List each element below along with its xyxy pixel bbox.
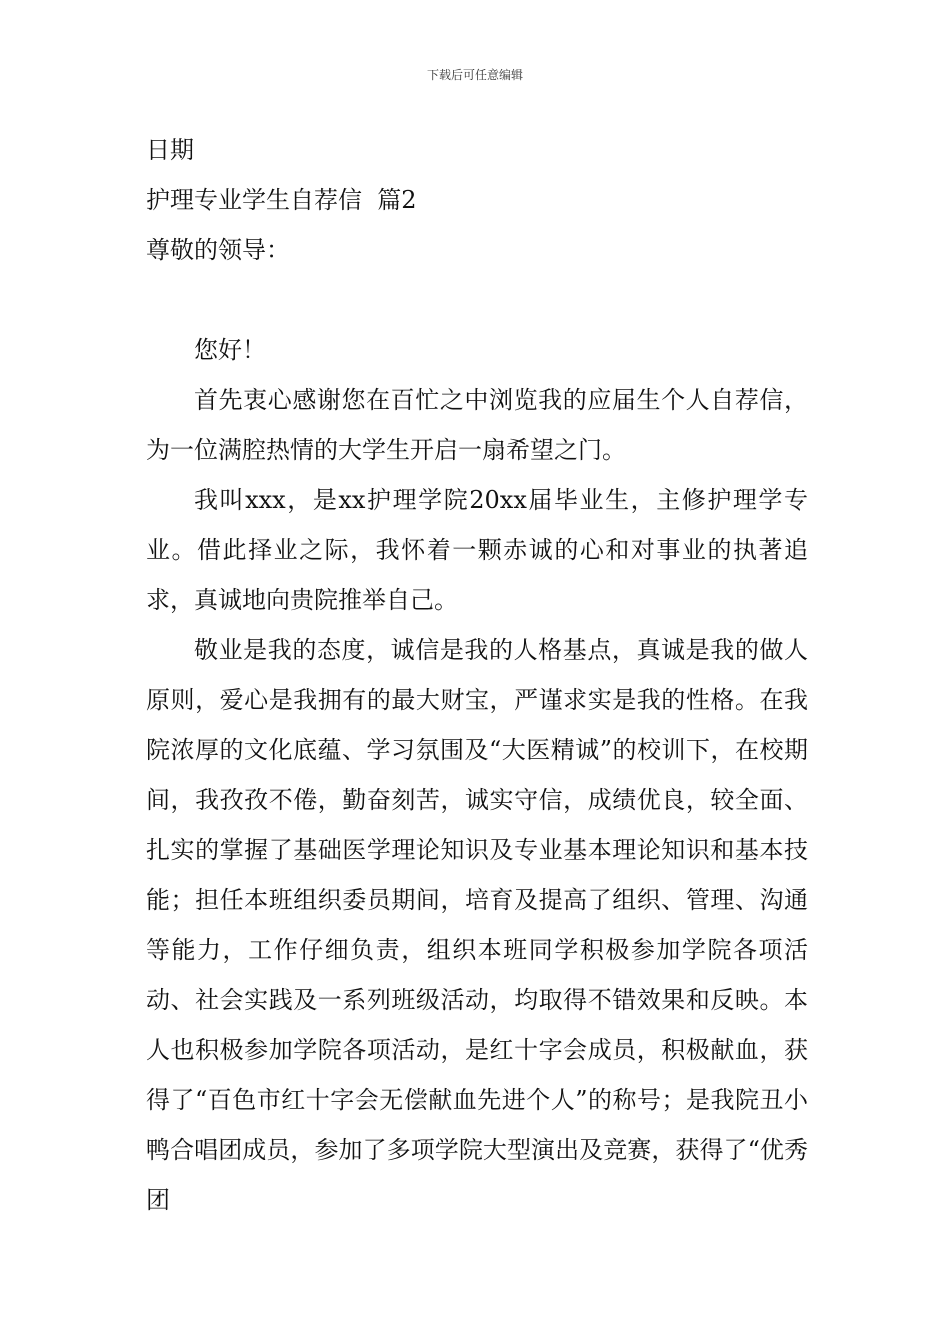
paragraph-thanks: 首先衷心感谢您在百忙之中浏览我的应届生个人自荐信，为一位满腔热情的大学生开启一扇希望之门。 xyxy=(146,386,808,464)
paragraph-introduction: 我叫xxx，是xx护理学院20xx届毕业生，主修护理学专业。借此择业之际，我怀着一颗赤诚的心和对事业的执著追求，真诚地向贵院推举自己。 xyxy=(146,486,808,614)
greeting: 您好！ xyxy=(194,336,266,364)
document-title: 护理专业学生自荐信 篇2 xyxy=(146,186,417,214)
document-body xyxy=(146,125,808,1225)
blank-line xyxy=(146,275,808,325)
date-label: 日期 xyxy=(146,136,194,164)
page-header-note: 下载后可任意编辑 xyxy=(426,68,523,82)
paragraph-qualities: 敬业是我的态度，诚信是我的人格基点，真诚是我的做人原则，爱心是我拥有的最大财宝，严谨求实是我的性格。在我院浓厚的文化底蕴、学习氛围及“大医精诚”的校训下，在校期间，我孜孜不倦，勤奋刻苦，诚实守信，成绩优良，较全面、扎实的掌握了基础医学理论知识及专业基本理论知识和基本技能；担任本班组织委员期间，培育及提高了组织、管理、沟通等能力，工作仔细负责，组织本班同学积极参加学院各项活动、社会实践及一系列班级活动，均取得不错效果和反映。本人也积极参加学院各项活动，是红十字会成员，积极献血，获得了“百色市红十字会无偿献血先进个人”的称号；是我院丑小鸭合唱团成员，参加了多项学院大型演出及竞赛，获得了“优秀团 xyxy=(146,636,808,1214)
salutation: 尊敬的领导： xyxy=(146,236,290,264)
